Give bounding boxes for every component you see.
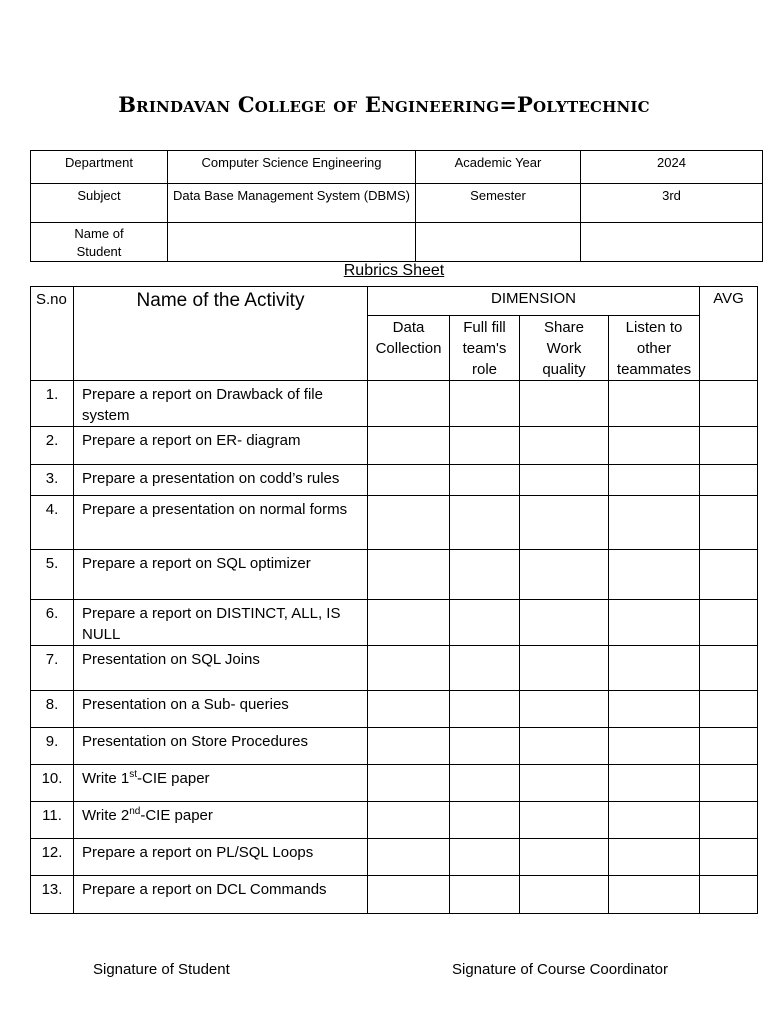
score-share-work[interactable] <box>520 765 609 802</box>
row-number: 13. <box>31 876 74 914</box>
score-data-collection[interactable] <box>368 550 450 600</box>
score-team-role[interactable] <box>450 600 520 646</box>
subject-value: Data Base Management System (DBMS) <box>168 184 416 223</box>
table-row <box>31 465 758 496</box>
score-share-work[interactable] <box>520 876 609 914</box>
student-name-field[interactable] <box>168 223 416 262</box>
table-row <box>31 600 758 646</box>
subject-label: Subject <box>31 184 168 223</box>
activity-name: Presentation on Store Procedures <box>74 728 368 765</box>
score-team-role[interactable] <box>450 496 520 550</box>
semester-label: Semester <box>416 184 581 223</box>
score-avg[interactable] <box>700 765 758 802</box>
score-team-role[interactable] <box>450 646 520 691</box>
score-share-work[interactable] <box>520 802 609 839</box>
header-row <box>31 287 758 316</box>
student-signature-label: Signature of Student <box>93 961 230 978</box>
score-data-collection[interactable] <box>368 465 450 496</box>
score-share-work[interactable] <box>520 496 609 550</box>
score-avg[interactable] <box>700 839 758 876</box>
score-listen[interactable] <box>609 765 700 802</box>
row-number: 4. <box>31 496 74 550</box>
score-avg[interactable] <box>700 496 758 550</box>
score-avg[interactable] <box>700 381 758 427</box>
score-listen[interactable] <box>609 600 700 646</box>
score-team-role[interactable] <box>450 691 520 728</box>
avg-header: AVG <box>700 287 758 381</box>
row-number: 5. <box>31 550 74 600</box>
score-avg[interactable] <box>700 427 758 465</box>
score-share-work[interactable] <box>520 381 609 427</box>
row-number: 1. <box>31 381 74 427</box>
row-number: 11. <box>31 802 74 839</box>
table-row <box>31 381 758 427</box>
score-team-role[interactable] <box>450 765 520 802</box>
score-data-collection[interactable] <box>368 646 450 691</box>
score-listen[interactable] <box>609 646 700 691</box>
activity-name: Prepare a report on ER- diagram <box>74 427 368 465</box>
info-row-department <box>31 151 763 184</box>
activity-name: Prepare a report on Drawback of file system <box>74 381 368 427</box>
table-row <box>31 427 758 465</box>
info-row-subject <box>31 184 763 223</box>
rubrics-sheet-title: Rubrics Sheet <box>343 262 445 279</box>
score-listen[interactable] <box>609 427 700 465</box>
activity-name: Prepare a report on DCL Commands <box>74 876 368 914</box>
activity-name <box>74 802 368 839</box>
dimension-data-collection: Data Collection <box>368 316 450 381</box>
score-listen[interactable] <box>609 876 700 914</box>
score-share-work[interactable] <box>520 839 609 876</box>
college-title: Brindavan College of Engineering=Polytechnic <box>118 92 650 117</box>
score-data-collection[interactable] <box>368 839 450 876</box>
score-avg[interactable] <box>700 646 758 691</box>
score-share-work[interactable] <box>520 550 609 600</box>
table-row <box>31 876 758 914</box>
score-share-work[interactable] <box>520 600 609 646</box>
score-data-collection[interactable] <box>368 802 450 839</box>
dimension-header: DIMENSION <box>368 287 700 316</box>
activity-name: Prepare a presentation on codd’s rules <box>74 465 368 496</box>
score-team-role[interactable] <box>450 381 520 427</box>
score-data-collection[interactable] <box>368 381 450 427</box>
score-listen[interactable] <box>609 691 700 728</box>
info-empty-cell <box>416 223 581 262</box>
course-info-table <box>30 150 763 262</box>
table-row <box>31 691 758 728</box>
table-row <box>31 839 758 876</box>
score-data-collection[interactable] <box>368 691 450 728</box>
row-number: 3. <box>31 465 74 496</box>
activity-name: Presentation on a Sub- queries <box>74 691 368 728</box>
score-listen[interactable] <box>609 381 700 427</box>
score-listen[interactable] <box>609 550 700 600</box>
activity-name <box>74 765 368 802</box>
activity-text: -CIE paper <box>140 807 213 824</box>
row-number: 12. <box>31 839 74 876</box>
info-empty-cell <box>581 223 763 262</box>
rubrics-table <box>30 286 758 914</box>
score-listen[interactable] <box>609 802 700 839</box>
activity-text: -CIE paper <box>137 770 210 787</box>
score-data-collection[interactable] <box>368 765 450 802</box>
activity-name: Prepare a report on PL/SQL Loops <box>74 839 368 876</box>
score-data-collection[interactable] <box>368 496 450 550</box>
academic-year-value: 2024 <box>581 151 763 184</box>
score-share-work[interactable] <box>520 646 609 691</box>
academic-year-label: Academic Year <box>416 151 581 184</box>
score-listen[interactable] <box>609 465 700 496</box>
sno-header: S.no <box>31 287 74 381</box>
table-row <box>31 646 758 691</box>
ordinal-suffix: nd <box>129 806 141 817</box>
score-avg[interactable] <box>700 550 758 600</box>
row-number: 8. <box>31 691 74 728</box>
activity-name: Prepare a presentation on normal forms <box>74 496 368 550</box>
score-avg[interactable] <box>700 465 758 496</box>
table-row <box>31 802 758 839</box>
score-team-role[interactable] <box>450 465 520 496</box>
semester-value: 3rd <box>581 184 763 223</box>
score-data-collection[interactable] <box>368 728 450 765</box>
table-row <box>31 728 758 765</box>
score-share-work[interactable] <box>520 691 609 728</box>
score-share-work[interactable] <box>520 728 609 765</box>
score-team-role[interactable] <box>450 802 520 839</box>
score-avg[interactable] <box>700 876 758 914</box>
department-label: Department <box>31 151 168 184</box>
dimension-share-work: Share Work quality <box>520 316 609 381</box>
table-row <box>31 496 758 550</box>
score-listen[interactable] <box>609 728 700 765</box>
activity-header: Name of the Activity <box>74 287 368 381</box>
department-value: Computer Science Engineering <box>168 151 416 184</box>
score-team-role[interactable] <box>450 839 520 876</box>
score-team-role[interactable] <box>450 550 520 600</box>
student-name-label: Name of Student <box>31 223 168 262</box>
score-listen[interactable] <box>609 839 700 876</box>
score-avg[interactable] <box>700 802 758 839</box>
score-data-collection[interactable] <box>368 600 450 646</box>
score-listen[interactable] <box>609 496 700 550</box>
coordinator-signature-label: Signature of Course Coordinator <box>452 961 668 978</box>
info-row-student <box>31 223 763 262</box>
score-share-work[interactable] <box>520 427 609 465</box>
table-row <box>31 550 758 600</box>
score-team-role[interactable] <box>450 876 520 914</box>
activity-name: Prepare a report on DISTINCT, ALL, IS NULL <box>74 600 368 646</box>
score-avg[interactable] <box>700 691 758 728</box>
activity-name: Prepare a report on SQL optimizer <box>74 550 368 600</box>
score-avg[interactable] <box>700 600 758 646</box>
score-data-collection[interactable] <box>368 427 450 465</box>
row-number: 6. <box>31 600 74 646</box>
activity-text: Write 2 <box>82 807 130 824</box>
score-share-work[interactable] <box>520 465 609 496</box>
score-team-role[interactable] <box>450 427 520 465</box>
ordinal-suffix: st <box>129 769 138 780</box>
table-row <box>31 765 758 802</box>
score-avg[interactable] <box>700 728 758 765</box>
row-number: 7. <box>31 646 74 691</box>
row-number: 10. <box>31 765 74 802</box>
activity-text: Write 1 <box>82 770 130 787</box>
score-data-collection[interactable] <box>368 876 450 914</box>
row-number: 9. <box>31 728 74 765</box>
activity-name: Presentation on SQL Joins <box>74 646 368 691</box>
score-team-role[interactable] <box>450 728 520 765</box>
dimension-listen: Listen to other teammates <box>609 316 700 381</box>
row-number: 2. <box>31 427 74 465</box>
dimension-team-role: Full fill team's role <box>450 316 520 381</box>
